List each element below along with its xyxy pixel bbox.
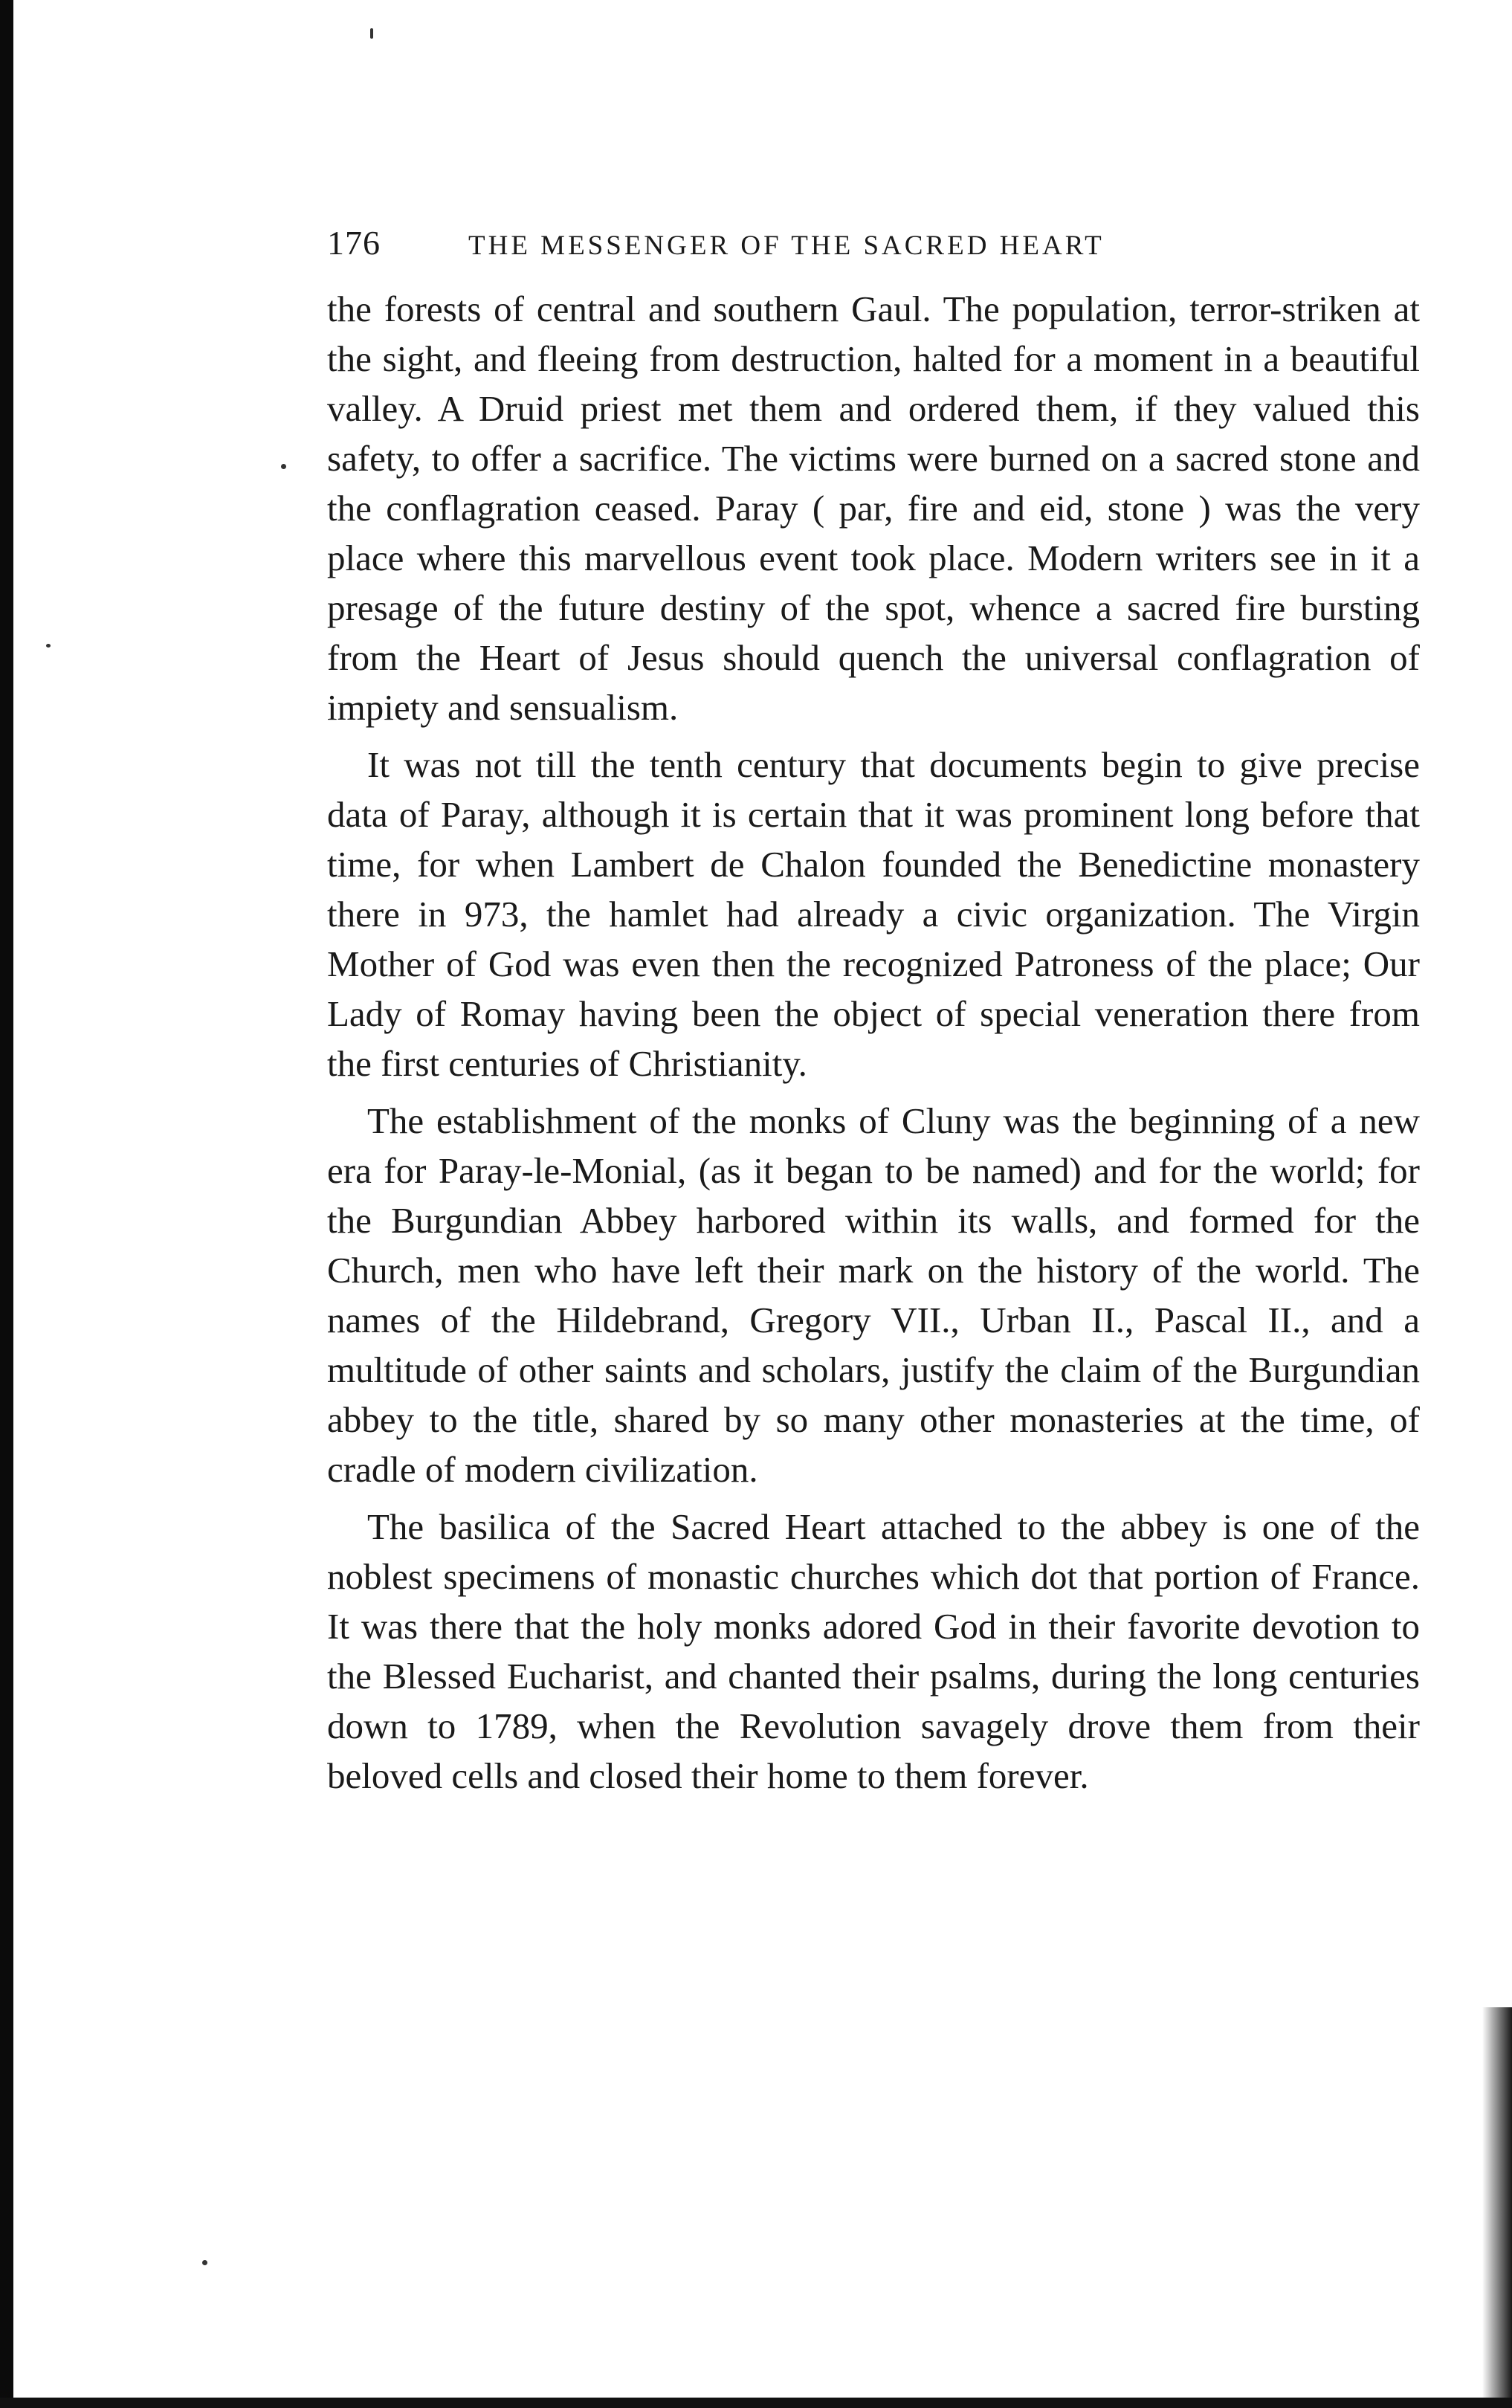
scan-speck: [46, 644, 51, 648]
book-page: [327, 223, 1420, 1808]
scan-speck: [281, 464, 286, 469]
paragraph-4: The basilica of the Sacred Heart attached to the abbey is one of the noblest specimens of monastic churches which dot that portion of France. It was there that the holy monks adored God in their favorite devotion to the Blessed Eucharist, and chanted their psalms, during the long centuries down to 1789, when the Revolution savagely drove them from their beloved cells and closed their home to them forever.: [327, 1506, 1420, 1796]
scan-left-border: [0, 0, 13, 2408]
paragraph-3: The establishment of the monks of Cluny was the beginning of a new era for Paray-le-Monial, (as it began to be named) and for the world; for the Burgundian Abbey harbored within its walls, and formed for the Church, men who have left their mark on the history of the world. The names of the Hildebrand, Gregory VII., Urban II., Pascal II., and a multitude of other saints and scholars, justify the claim of the Burgundian abbey to the title, shared by so many other monasteries at the time, of cradle of modern civilization.: [327, 1100, 1420, 1490]
paragraph-2: It was not till the tenth century that documents begin to give precise data of Paray, although it is certain that it was prominent long before that time, for when Lambert de Chalon founded the Benedictine monastery there in 973, the hamlet had already a civic organization. The Virgin Mother of God was even then the recognized Patroness of the place; Our Lady of Romay having been the object of special veneration there from the first centuries of Christianity.: [327, 744, 1420, 1084]
page-number: 176: [327, 224, 381, 262]
scan-right-shadow: [1482, 2007, 1512, 2408]
running-head: [327, 223, 1420, 275]
paragraph-1: the forests of central and southern Gaul. The population, terror-striken at the sight, and fleeing from destruction, halted for a moment in a beautiful valley. A Druid priest met them and ordered them, if they valued this safety, to offer a sacrifice. The victims were burned on a sacred stone and the conflagration ceased. Paray ( par, fire and eid, stone ) was the very place where this marvellous event took place. Modern writers see in it a presage of the future destiny of the spot, whence a sacred fire bursting from the Heart of Jesus should quench the universal conflagration of impiety and sensualism.: [327, 288, 1420, 728]
scan-speck: [370, 28, 373, 39]
body-text: [327, 284, 1420, 1801]
scan-speck: [202, 2260, 207, 2265]
running-title: THE MESSENGER OF THE SACRED HEART: [468, 230, 1105, 261]
scan-bottom-border: [0, 2398, 1512, 2408]
